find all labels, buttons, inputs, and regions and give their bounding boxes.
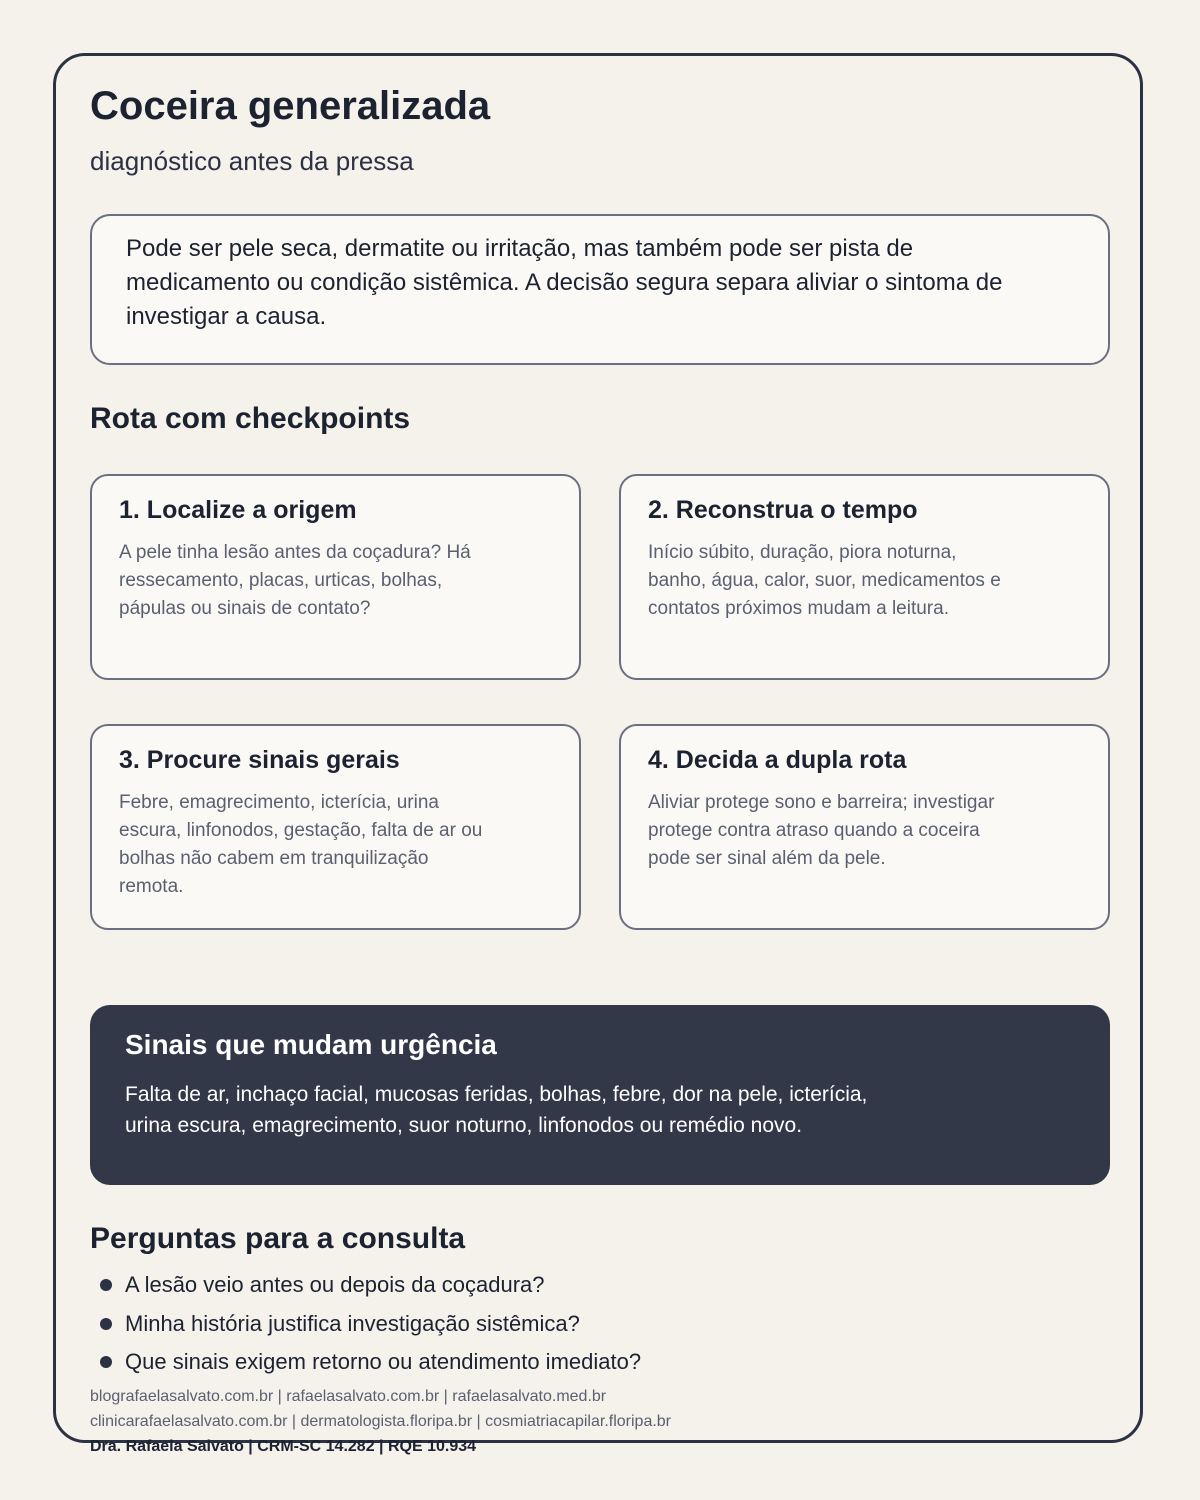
bullet-icon [100, 1356, 112, 1368]
question-text: Minha história justifica investigação sistêmica? [125, 1310, 580, 1336]
list-item [90, 1266, 641, 1305]
urgency-box [90, 1005, 1110, 1185]
question-text: Que sinais exigem retorno ou atendimento imediato? [125, 1349, 642, 1374]
checkpoint-card-text: Início súbito, duração, piora noturna, banho, água, calor, suor, medicamentos e contatos próximos mudam a leitura. [648, 542, 1001, 619]
checkpoint-card-text: Febre, emagrecimento, icterícia, urina escura, linfonodos, gestação, falta de ar ou bolhas não cabem em tranquilização remota. [119, 792, 483, 897]
page-subtitle: diagnóstico antes da pressa [90, 146, 414, 176]
list-item [90, 1343, 641, 1382]
route-section-title: Rota com checkpoints [90, 402, 411, 435]
footer-links-line-2: clinicarafaelasalvato.com.br | dermatologista.floripa.br | cosmiatriacapilar.floripa.br [90, 1413, 672, 1430]
list-item [90, 1305, 641, 1344]
questions-list [90, 1266, 641, 1382]
checkpoint-card-1 [90, 474, 581, 680]
page-title: Coceira generalizada [90, 84, 491, 128]
checkpoint-card-title: 3. Procure sinais gerais [119, 746, 400, 774]
urgency-text: Falta de ar, inchaço facial, mucosas feridas, bolhas, febre, dor na pele, icterícia, urina escura, emagrecimento, suor noturno, linfonodos ou remédio novo. [125, 1083, 868, 1137]
urgency-title: Sinais que mudam urgência [125, 1029, 497, 1060]
intro-box [90, 214, 1110, 365]
question-text: A lesão veio antes ou depois da coçadura? [125, 1272, 545, 1297]
questions-section-title: Perguntas para a consulta [90, 1222, 466, 1255]
checkpoint-card-text: Aliviar protege sono e barreira; investigar protege contra atraso quando a coceira pode ser sinal além da pele. [648, 792, 995, 869]
intro-text: Pode ser pele seca, dermatite ou irritação, mas também pode ser pista de medicamento ou condição sistêmica. A decisão segura separa aliviar o sintoma de investigar a causa. [126, 235, 1003, 330]
checkpoint-card-title: 4. Decida a dupla rota [648, 746, 907, 774]
checkpoint-card-text: A pele tinha lesão antes da coçadura? Há ressecamento, placas, urticas, bolhas, pápulas ou sinais de contato? [119, 542, 471, 619]
checkpoint-card-2 [619, 474, 1110, 680]
bullet-icon [100, 1279, 112, 1291]
bullet-icon [100, 1318, 112, 1330]
checkpoint-card-title: 1. Localize a origem [119, 496, 357, 524]
checkpoint-card-4 [619, 724, 1110, 930]
footer-links-line-1: blografaelasalvato.com.br | rafaelasalvato.com.br | rafaelasalvato.med.br [90, 1388, 607, 1405]
footer [90, 1384, 671, 1459]
checkpoint-card-3 [90, 724, 581, 930]
footer-signature: Dra. Rafaela Salvato | CRM-SC 14.282 | RQE 10.934 [90, 1438, 477, 1455]
checkpoint-card-title: 2. Reconstrua o tempo [648, 496, 918, 524]
